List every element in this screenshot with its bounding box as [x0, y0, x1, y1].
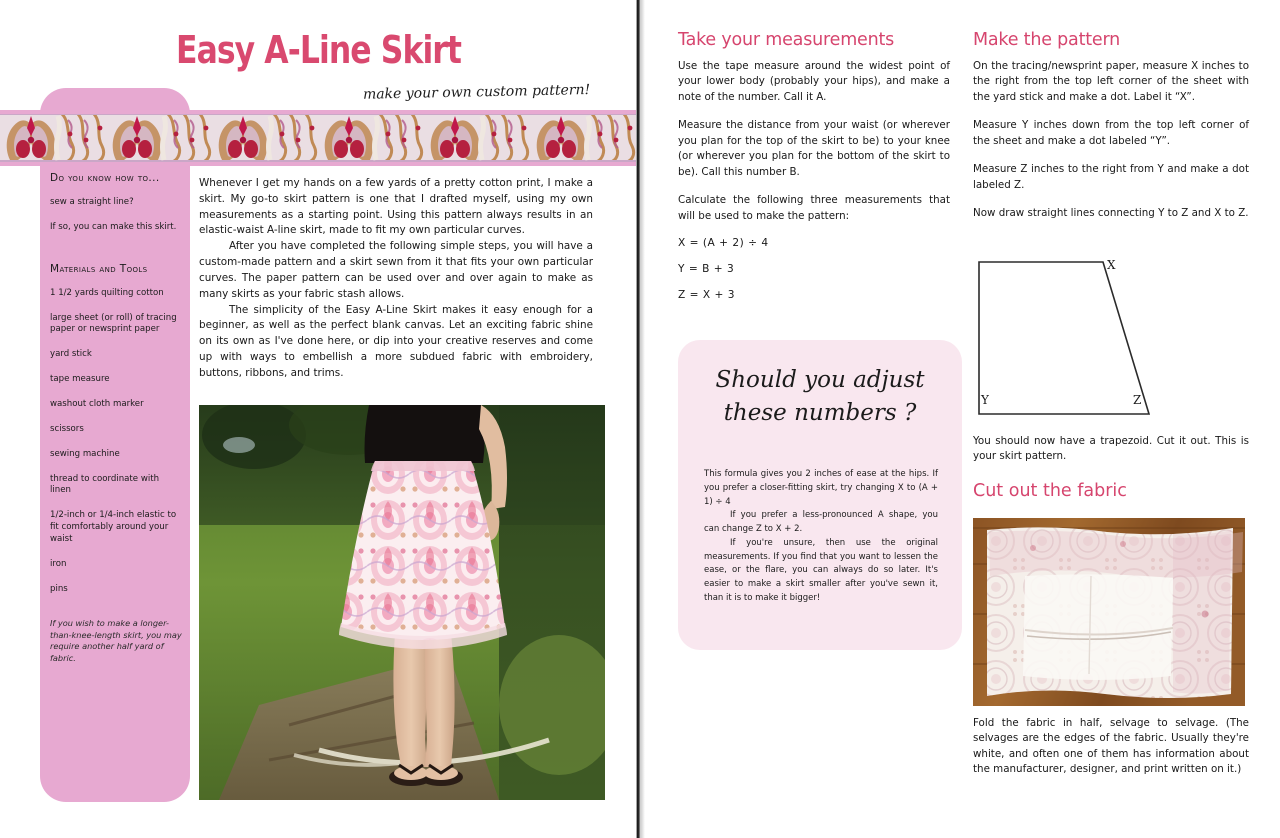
decorative-border-strip — [0, 110, 636, 166]
material-item: thread to coordinate with linen — [50, 473, 160, 496]
sidebar-answer: If so, you can make this skirt. — [50, 221, 177, 232]
formula-z: Z = X + 3 — [678, 288, 735, 301]
material-item: large sheet (or roll) of tracing paper or newsprint paper — [50, 312, 177, 335]
sidebar-heading-know-how: Do you know how to... — [50, 172, 160, 184]
pattern-paragraph: Now draw straight lines connecting Y to Z and X to Z. — [973, 207, 1249, 220]
paisley-border-svg — [0, 114, 636, 162]
material-item: 1/2-inch or 1/4-inch elastic to fit comfortably around your waist — [50, 510, 177, 545]
formula-y: Y = B + 3 — [678, 262, 735, 275]
right-page — [645, 0, 1280, 838]
measurements-paragraph: Use the tape measure around the widest point of your lower body (probably your hips), and make a note of the number. Call it A. — [678, 60, 950, 103]
adjust-callout-body — [704, 468, 938, 606]
diagram-label-y: Y — [981, 393, 989, 407]
material-item: sewing machine — [50, 448, 120, 459]
material-item: tape measure — [50, 374, 110, 385]
left-page — [0, 0, 636, 838]
sidebar-content — [50, 172, 182, 792]
skirt-photo-svg — [199, 405, 605, 800]
adjust-title-line-2: these numbers ? — [723, 399, 917, 426]
material-item: iron — [50, 558, 67, 569]
pattern-column — [973, 30, 1249, 235]
adjust-title-line-1: Should you adjust — [715, 367, 925, 393]
border-strip-artwork — [0, 114, 636, 162]
sidebar-note: If you wish to make a longer-than-knee-length skirt, you may require another half yard of fabric. — [50, 617, 182, 664]
trapezoid-svg — [973, 256, 1153, 421]
adjust-paragraph: This formula gives you 2 inches of ease at the hips. If you prefer a closer-fitting skirt, try changing X to (A + 1) ÷ 4 — [704, 469, 938, 507]
material-item: pins — [50, 583, 68, 594]
material-item: 1 1/2 yards quilting cotton — [50, 287, 164, 298]
adjust-paragraph: If you prefer a less-pronounced A shape, you can change Z to X + 2. — [704, 510, 938, 535]
formula-x: X = (A + 2) ÷ 4 — [678, 236, 769, 249]
skirt-photo — [199, 405, 605, 800]
measurements-paragraph: Measure the distance from your waist (or wherever you plan for the top of the skirt to be) to your knee (or wherever you plan for the bottom of the skirt to be). Call this number B. — [678, 119, 950, 178]
pattern-paragraph: Measure Z inches to the right from Y and make a dot labeled Z. — [973, 163, 1249, 191]
sidebar-spacer — [50, 247, 182, 263]
intro-body-text — [199, 176, 593, 382]
measurements-column — [678, 30, 950, 315]
intro-paragraph: Whenever I get my hands on a few yards of a pretty cotton print, I make a skirt. My go-to skirt pattern is one that I drafted myself, using my own measurements as a starting point. Using this pattern always results in an elastic-waist A-line skirt, made to fit my own particular curves. — [199, 177, 593, 237]
section-heading-cut-fabric: Cut out the fabric — [973, 481, 1127, 501]
adjust-callout-title — [678, 364, 962, 429]
intro-paragraph: The simplicity of the Easy A-Line Skirt makes it easy enough for a beginner, as well as the perfect blank canvas. Let an exciting fabric shine on its own as I've done here, or dip into your creative reserves and come up with ways to embellish a more subdued fabric with embroidery, buttons, ribbons, and trims. — [199, 303, 593, 379]
trapezoid-caption: You should now have a trapezoid. Cut it out. This is your skirt pattern. — [973, 435, 1249, 463]
page-subtitle: make your own custom pattern! — [362, 82, 591, 103]
fabric-photo — [973, 518, 1245, 706]
pattern-paragraph: Measure Y inches down from the top left corner of the sheet and make a dot labeled “Y”. — [973, 119, 1249, 147]
material-item: scissors — [50, 423, 84, 434]
section-heading-measurements: Take your measurements — [678, 30, 895, 50]
intro-paragraph: After you have completed the following simple steps, you will have a custom-made pattern and a skirt sewn from it that fits your own particular curves. The paper pattern can be used over and over again to make as many skirts as your fabric stash allows. — [199, 240, 593, 300]
diagram-label-z: Z — [1133, 393, 1142, 407]
adjust-numbers-callout — [678, 340, 962, 650]
fold-fabric-caption: Fold the fabric in half, selvage to selvage. (The selvages are the edges of the fabric. Usually they're white, and often one of them has information about the manufacturer, designer, and print written on it.) — [973, 717, 1249, 776]
trapezoid-diagram — [973, 256, 1153, 421]
material-item: yard stick — [50, 349, 92, 360]
material-item: washout cloth marker — [50, 399, 144, 410]
diagram-label-x: X — [1107, 258, 1116, 272]
section-heading-pattern: Make the pattern — [973, 30, 1121, 50]
page-title: Easy A-Line Skirt — [176, 28, 462, 72]
pattern-paragraph: On the tracing/newsprint paper, measure X inches to the right from the top left corner of the sheet with the yard stick and make a dot. Label it “X”. — [973, 60, 1249, 103]
sidebar-heading-materials: Materials and Tools — [50, 262, 148, 275]
adjust-paragraph: If you're unsure, then use the original measurements. If you find that you want to lessen the ease, or the flare, you can always do so later. It's easier to make a skirt smaller after you've sewn it, than it is to make it bigger! — [704, 537, 938, 603]
measurements-paragraph: Calculate the following three measurements that will be used to make the pattern: — [678, 194, 950, 222]
fabric-photo-svg — [973, 518, 1245, 706]
sidebar-question: sew a straight line? — [50, 197, 134, 207]
